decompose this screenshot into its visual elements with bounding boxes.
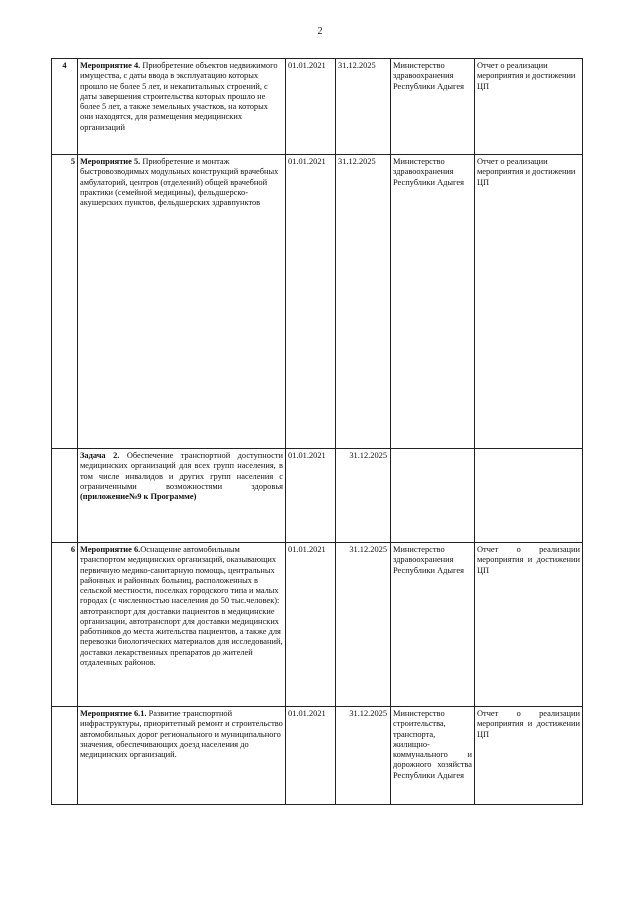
row-number xyxy=(52,707,78,805)
end-date: 31.12.2025 xyxy=(336,707,391,805)
task-text: Обеспечение транспортной доступности медицинских организаций для всех групп населения, в том числе инвалидов и других групп населения с ограниченными возможностями здоровья xyxy=(80,451,284,491)
start-date: 01.01.2021 xyxy=(286,155,336,449)
measure-title: Мероприятие 4. xyxy=(80,61,141,70)
measure-text: Развитие транспортной инфраструктуры, приоритетный ремонт и строительство автомобильных дорог регионального и муниципального значения, обеспечивающих доезд населения до медицинских организаций. xyxy=(80,709,283,759)
responsible-body xyxy=(391,449,475,543)
start-date: 01.01.2021 xyxy=(286,449,336,543)
row-number xyxy=(52,449,78,543)
start-date: 01.01.2021 xyxy=(286,707,336,805)
task-appendix-ref: (приложение№9 к Программе) xyxy=(80,492,197,501)
report-form: Отчет о реализации мероприятия и достижении ЦП xyxy=(475,155,583,449)
report-form: Отчет о реализации мероприятия и достижении ЦП xyxy=(475,59,583,155)
measure-title: Мероприятие 6. xyxy=(80,545,141,554)
responsible-body: Министерство здравоохранения Республики Адыгея xyxy=(391,155,475,449)
start-date: 01.01.2021 xyxy=(286,59,336,155)
measure-text: Оснащение автомобильным транспортом медицинских организаций, оказывающих первичную медико-санитарную помощь, центральных районных и районных больниц, расположенных в сельской местности, поселках городского типа и малых городах (с численностью населения до 50 тыс.человек): автотранспорт для доставки пациентов в медицинские организации, автотранспорт для доставки медицинских работников до места жительства пациентов, а также для перевозки биологических материалов для исследований, доставки лекарственных препаратов до жителей отдаленных районов. xyxy=(80,545,283,667)
measure-text: Приобретение и монтаж быстровозводимых модульных конструкций врачебных амбулаторий, центров (отделений) общей врачебной практики (семейной медицины), фельдшерско-акушерских пунктов, фельдшерских здравпунктов xyxy=(80,157,279,207)
task-title: Задача 2. xyxy=(80,451,120,460)
table-row xyxy=(52,59,583,155)
end-date: 31.12.2025 xyxy=(336,449,391,543)
measure-description xyxy=(78,59,286,155)
table-row xyxy=(52,543,583,707)
row-number: 5 xyxy=(52,155,78,449)
responsible-body: Министерство здравоохранения Республики Адыгея xyxy=(391,543,475,707)
end-date: 31.12.2025 xyxy=(336,155,391,449)
report-form xyxy=(475,449,583,543)
table-row xyxy=(52,155,583,449)
task-description xyxy=(78,449,286,543)
measure-text: Приобретение объектов недвижимого имущества, с даты ввода в эксплуатацию которых прошло не более 5 лет, и некапитальных строений, с даты завершения строительства которых прошло не более 5 лет, а также земельных участков, на которых они находятся, для размещения медицинских организаций xyxy=(80,61,278,132)
table-row xyxy=(52,449,583,543)
measure-description xyxy=(78,155,286,449)
measure-description xyxy=(78,543,286,707)
activities-table xyxy=(51,58,583,805)
responsible-body: Министерство строительства, транспорта, жилищно-коммунального и дорожного хозяйства Республики Адыгея xyxy=(391,707,475,805)
end-date: 31.12.2025 xyxy=(336,59,391,155)
measure-description xyxy=(78,707,286,805)
page-number: 2 xyxy=(317,26,323,37)
table-row xyxy=(52,707,583,805)
end-date: 31.12.2025 xyxy=(336,543,391,707)
measure-title: Мероприятие 5. xyxy=(80,157,141,166)
start-date: 01.01.2021 xyxy=(286,543,336,707)
report-form: Отчет о реализации мероприятия и достижении ЦП xyxy=(475,707,583,805)
responsible-body: Министерство здравоохранения Республики Адыгея xyxy=(391,59,475,155)
measure-title: Мероприятие 6.1. xyxy=(80,709,147,718)
row-number: 6 xyxy=(52,543,78,707)
row-number: 4 xyxy=(52,59,78,155)
report-form: Отчет о реализации мероприятия и достижении ЦП xyxy=(475,543,583,707)
